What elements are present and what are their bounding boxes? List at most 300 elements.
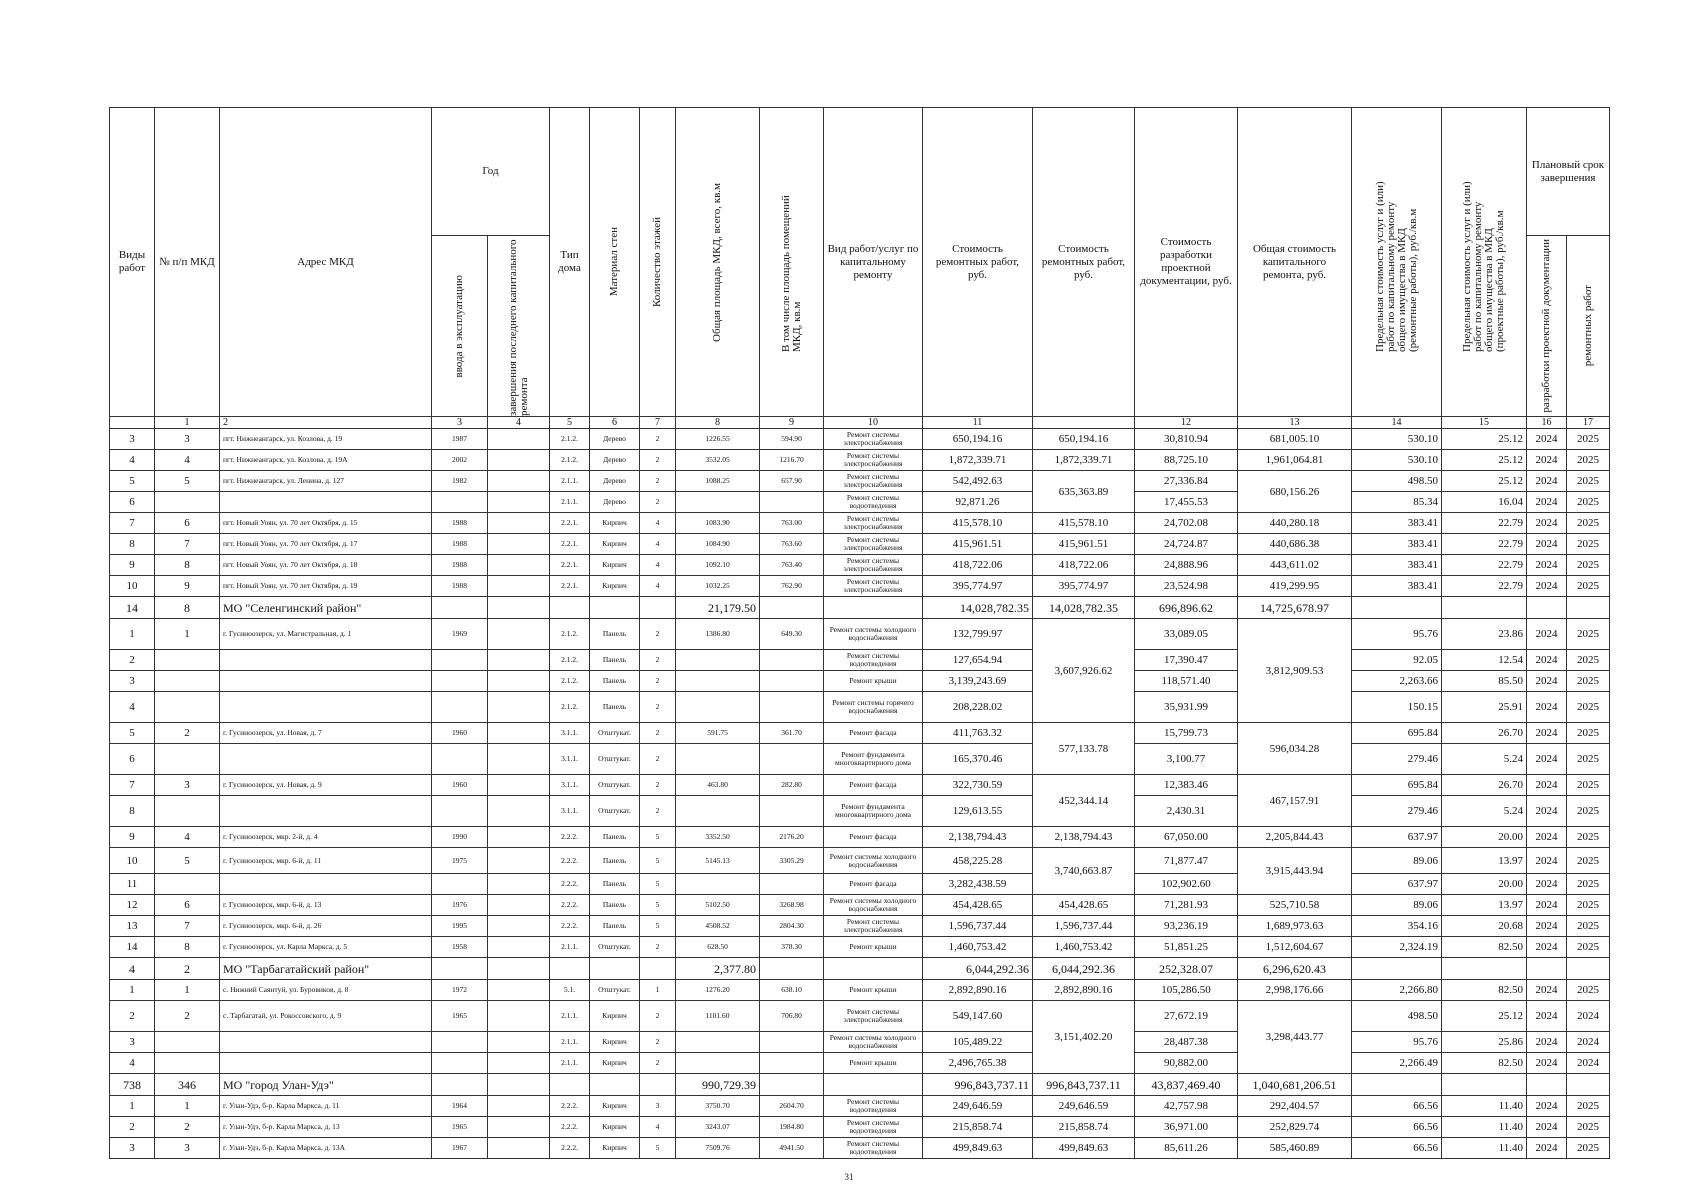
term-repair-cell: 2025 [1567,1096,1610,1117]
wall-material-cell: Дерево [590,492,640,513]
limit-repair-cell: 2,266.80 [1352,980,1442,1001]
repair-cost-2-cell: 215,858.74 [1033,1117,1135,1138]
floors-cell: 2 [640,775,676,796]
premises-area-cell: 1984.80 [760,1117,824,1138]
mkd-count-cell: 2 [155,958,220,980]
design-cost-cell: 2,430.31 [1135,796,1238,827]
mkd-number-cell [155,796,220,827]
empty-cell [432,1074,488,1096]
year-commissioning-cell [432,874,488,895]
mkd-number-cell: 1 [155,980,220,1001]
work-kind-cell: Ремонт системы электроснабжения [824,513,923,534]
col-header-address: Адрес МКД [220,108,432,417]
floors-cell: 3 [640,1096,676,1117]
table-body [110,429,1610,1159]
repair-cost-2-cell: 499,849.63 [1033,1138,1135,1159]
limit-design-cell: 20.00 [1442,827,1527,848]
year-last-repair-cell [488,874,550,895]
term-design-cell: 2024 [1527,937,1567,958]
col-header-term-repair: ремонтных работ [1567,236,1610,417]
work-number-cell: 10 [110,848,155,874]
work-number-cell: 1 [110,1096,155,1117]
year-commissioning-cell: 1972 [432,980,488,1001]
work-kind-cell: Ремонт системы электроснабжения [824,471,923,492]
design-cost-cell: 93,236.19 [1135,916,1238,937]
floors-cell: 5 [640,895,676,916]
term-design-cell: 2024 [1527,916,1567,937]
term-repair-cell: 2025 [1567,980,1610,1001]
total-cost-cell: 1,040,681,206.51 [1238,1074,1352,1096]
limit-design-cell: 20.68 [1442,916,1527,937]
floors-cell: 2 [640,692,676,723]
work-number-cell: 7 [110,775,155,796]
year-last-repair-cell [488,650,550,671]
year-last-repair-cell [488,671,550,692]
limit-repair-cell: 95.76 [1352,1032,1442,1053]
term-repair-cell: 2025 [1567,471,1610,492]
premises-area-cell [760,796,824,827]
limit-design-cell: 25.12 [1442,450,1527,471]
repair-cost-cell: 454,428.65 [923,895,1033,916]
term-repair-cell: 2024 [1567,1053,1610,1074]
empty-cell [1527,958,1567,980]
term-design-cell: 2024 [1527,848,1567,874]
year-last-repair-cell [488,1032,550,1053]
year-last-repair-cell [488,1117,550,1138]
page-number: 31 [844,1172,854,1182]
repair-cost-cell: 3,282,438.59 [923,874,1033,895]
mkd-number-cell: 7 [155,534,220,555]
repair-cost-cell: 499,849.63 [923,1138,1033,1159]
year-commissioning-cell: 1988 [432,513,488,534]
house-type-cell: 2.1.2. [550,692,590,723]
address-cell: пгт. Новый Уоян, ул. 70 лет Октября, д. 17 [220,534,432,555]
repair-cost-cell: 127,654.94 [923,650,1033,671]
design-cost-cell: 90,882.00 [1135,1053,1238,1074]
column-number: 14 [1352,417,1442,429]
work-number-cell: 4 [110,692,155,723]
premises-area-cell: 3268.98 [760,895,824,916]
total-area-cell [676,1032,760,1053]
empty-cell [590,597,640,619]
year-commissioning-cell [432,492,488,513]
total-cost-cell: 585,460.89 [1238,1138,1352,1159]
limit-design-cell: 26.70 [1442,723,1527,744]
table-row [110,874,1610,895]
repair-cost-2-cell: 996,843,737.11 [1033,1074,1135,1096]
address-cell: г. Улан-Удэ, б-р. Карла Маркса, д. 13А [220,1138,432,1159]
repair-cost-2-cell: 395,774.97 [1033,576,1135,597]
total-cost-cell: 681,005.10 [1238,429,1352,450]
total-area-cell: 3532.05 [676,450,760,471]
column-number: 16 [1527,417,1567,429]
wall-material-cell: Панель [590,692,640,723]
year-last-repair-cell [488,1138,550,1159]
floors-cell: 2 [640,450,676,471]
repair-cost-2-cell: 577,133.78 [1033,723,1135,775]
col-header-floors: Количество этажей [640,108,676,417]
mkd-number-cell: 4 [155,450,220,471]
house-type-cell: 2.1.1. [550,1001,590,1032]
repair-cost-cell: 2,138,794.43 [923,827,1033,848]
address-cell: с. Нижний Саянтуй, ул. Буровиков, д. 8 [220,980,432,1001]
house-type-cell: 2.2.2. [550,1138,590,1159]
address-cell: г. Гусиноозерск, мкр. 6-й, д. 26 [220,916,432,937]
mkd-number-cell [155,874,220,895]
wall-material-cell: Кирпич [590,1053,640,1074]
capital-repair-table [109,107,1610,1159]
house-type-cell: 3.1.1. [550,775,590,796]
address-cell [220,650,432,671]
design-cost-cell: 24,888.96 [1135,555,1238,576]
term-repair-cell: 2025 [1567,744,1610,775]
empty-cell [824,1074,923,1096]
limit-repair-cell: 279.46 [1352,796,1442,827]
address-cell: г. Гусиноозерск, мкр. 2-й, д. 4 [220,827,432,848]
work-number-cell: 3 [110,1032,155,1053]
address-cell [220,492,432,513]
total-cost-cell: 680,156.26 [1238,471,1352,513]
year-commissioning-cell [432,1032,488,1053]
work-kind-cell: Ремонт системы водоотведения [824,492,923,513]
mkd-count-cell: 8 [155,597,220,619]
design-cost-cell: 30,810.94 [1135,429,1238,450]
total-area-cell: 1032.25 [676,576,760,597]
total-area-cell: 4508.52 [676,916,760,937]
term-design-cell: 2024 [1527,1001,1567,1032]
work-number-cell: 4 [110,450,155,471]
address-cell: с. Тарбагатай, ул. Рокоссовского, д. 9 [220,1001,432,1032]
work-kind-cell: Ремонт системы электроснабжения [824,576,923,597]
table-row [110,1001,1610,1032]
limit-design-cell: 13.97 [1442,848,1527,874]
mkd-number-cell: 9 [155,576,220,597]
premises-area-cell: 361.70 [760,723,824,744]
total-area-cell: 1226.55 [676,429,760,450]
empty-cell [1527,1074,1567,1096]
house-type-cell: 2.1.1. [550,492,590,513]
repair-cost-cell: 105,489.22 [923,1032,1033,1053]
repair-cost-2-cell: 14,028,782.35 [1033,597,1135,619]
column-number: 15 [1442,417,1527,429]
col-header-mkd-number: № п/п МКД [155,108,220,417]
limit-design-cell: 25.12 [1442,429,1527,450]
work-kind-cell: Ремонт системы горячего водоснабжения [824,692,923,723]
work-number-cell: 9 [110,827,155,848]
address-cell [220,744,432,775]
limit-design-cell: 5.24 [1442,796,1527,827]
design-cost-cell: 102,902.60 [1135,874,1238,895]
term-repair-cell: 2025 [1567,513,1610,534]
table-row [110,1053,1610,1074]
wall-material-cell: Кирпич [590,1117,640,1138]
work-kind-cell: Ремонт системы электроснабжения [824,916,923,937]
total-area-cell: 3243.07 [676,1117,760,1138]
house-type-cell: 3.1.1. [550,796,590,827]
table-row [110,796,1610,827]
limit-repair-cell: 695.84 [1352,775,1442,796]
premises-area-cell: 3305.29 [760,848,824,874]
design-cost-cell: 71,281.93 [1135,895,1238,916]
total-area-cell [676,492,760,513]
floors-cell: 2 [640,796,676,827]
work-kind-cell: Ремонт крыши [824,980,923,1001]
total-cost-cell: 440,280.18 [1238,513,1352,534]
floors-cell: 4 [640,534,676,555]
work-kind-cell: Ремонт фасада [824,775,923,796]
total-area-cell [676,1053,760,1074]
repair-cost-cell: 996,843,737.11 [923,1074,1033,1096]
table-row [110,576,1610,597]
work-number-cell: 4 [110,1053,155,1074]
work-kind-cell: Ремонт крыши [824,671,923,692]
table-row [110,471,1610,492]
repair-cost-cell: 650,194.16 [923,429,1033,450]
limit-design-cell: 85.50 [1442,671,1527,692]
design-cost-cell: 23,524.98 [1135,576,1238,597]
work-kind-cell: Ремонт фундамента многоквартирного дома [824,796,923,827]
design-cost-cell: 252,328.07 [1135,958,1238,980]
year-last-repair-cell [488,895,550,916]
limit-repair-cell: 279.46 [1352,744,1442,775]
table-row [110,848,1610,874]
total-cost-cell: 440,686.38 [1238,534,1352,555]
table-row [110,895,1610,916]
term-design-cell: 2024 [1527,471,1567,492]
repair-cost-2-cell: 635,363.89 [1033,471,1135,513]
house-type-cell: 5.1. [550,980,590,1001]
column-number: 12 [1135,417,1238,429]
year-last-repair-cell [488,723,550,744]
empty-cell [760,1074,824,1096]
premises-area-cell: 657.90 [760,471,824,492]
total-area-cell: 1083.90 [676,513,760,534]
address-cell: г. Гусиноозерск, ул. Новая, д. 9 [220,775,432,796]
repair-cost-cell: 215,858.74 [923,1117,1033,1138]
term-repair-cell: 2025 [1567,848,1610,874]
mkd-number-cell: 5 [155,848,220,874]
year-last-repair-cell [488,692,550,723]
limit-repair-cell: 2,263.66 [1352,671,1442,692]
work-count-cell: 14 [110,597,155,619]
col-header-wall-material: Материал стен [590,108,640,417]
work-number-cell: 5 [110,723,155,744]
limit-repair-cell: 498.50 [1352,471,1442,492]
premises-area-cell [760,1053,824,1074]
column-number: 6 [590,417,640,429]
column-numbers-row [110,417,1610,429]
wall-material-cell: Панель [590,671,640,692]
empty-cell [488,1074,550,1096]
repair-cost-2-cell: 2,138,794.43 [1033,827,1135,848]
empty-cell [640,597,676,619]
term-design-cell: 2024 [1527,874,1567,895]
year-commissioning-cell [432,650,488,671]
wall-material-cell: Отштукат. [590,796,640,827]
term-repair-cell: 2025 [1567,827,1610,848]
work-number-cell: 12 [110,895,155,916]
mkd-number-cell: 1 [155,619,220,650]
empty-cell [1352,958,1442,980]
work-kind-cell: Ремонт системы холодного водоснабжения [824,619,923,650]
house-type-cell: 2.2.1. [550,576,590,597]
table-row [110,650,1610,671]
empty-cell [550,958,590,980]
wall-material-cell: Панель [590,827,640,848]
empty-cell [760,958,824,980]
total-area-cell [676,744,760,775]
empty-cell [1352,1074,1442,1096]
empty-cell [640,1074,676,1096]
premises-area-cell [760,1032,824,1053]
wall-material-cell: Панель [590,916,640,937]
empty-cell [1567,597,1610,619]
repair-cost-cell: 14,028,782.35 [923,597,1033,619]
wall-material-cell: Отштукат. [590,980,640,1001]
wall-material-cell: Панель [590,895,640,916]
term-repair-cell: 2025 [1567,492,1610,513]
term-design-cell: 2024 [1527,796,1567,827]
col-header-total-cost: Общая стоимость капитального ремонта, руб. [1238,108,1352,417]
total-area-cell: 1084.90 [676,534,760,555]
house-type-cell: 2.1.1. [550,1032,590,1053]
wall-material-cell: Кирпич [590,1138,640,1159]
year-last-repair-cell [488,534,550,555]
empty-cell [640,958,676,980]
total-cost-cell: 467,157.91 [1238,775,1352,827]
house-type-cell: 2.2.2. [550,1096,590,1117]
limit-repair-cell: 2,266.49 [1352,1053,1442,1074]
total-cost-cell: 1,689,973.63 [1238,916,1352,937]
term-repair-cell: 2025 [1567,534,1610,555]
total-cost-cell: 2,205,844.43 [1238,827,1352,848]
municipality-total-row [110,958,1610,980]
repair-cost-cell: 322,730.59 [923,775,1033,796]
limit-repair-cell: 2,324.19 [1352,937,1442,958]
wall-material-cell: Дерево [590,450,640,471]
repair-cost-cell: 2,496,765.38 [923,1053,1033,1074]
column-number: 13 [1238,417,1352,429]
wall-material-cell: Панель [590,650,640,671]
floors-cell: 4 [640,513,676,534]
work-kind-cell: Ремонт крыши [824,1053,923,1074]
term-repair-cell: 2025 [1567,555,1610,576]
column-number: 4 [488,417,550,429]
limit-repair-cell: 530.10 [1352,429,1442,450]
year-commissioning-cell: 1965 [432,1001,488,1032]
repair-cost-cell: 129,613.55 [923,796,1033,827]
table-header [110,108,1610,429]
total-cost-cell: 3,915,443.94 [1238,848,1352,895]
limit-design-cell: 11.40 [1442,1138,1527,1159]
table-row [110,492,1610,513]
design-cost-cell: 17,455.53 [1135,492,1238,513]
term-design-cell: 2024 [1527,534,1567,555]
year-last-repair-cell [488,744,550,775]
total-cost-cell: 252,829.74 [1238,1117,1352,1138]
repair-cost-cell: 1,596,737.44 [923,916,1033,937]
empty-cell [1527,597,1567,619]
address-cell: пгт. Новый Уоян, ул. 70 лет Октября, д. 15 [220,513,432,534]
repair-cost-cell: 395,774.97 [923,576,1033,597]
work-kind-cell: Ремонт системы водоотведения [824,1096,923,1117]
table-row [110,937,1610,958]
table-row [110,827,1610,848]
total-cost-cell: 14,725,678.97 [1238,597,1352,619]
empty-cell [590,958,640,980]
limit-design-cell: 26.70 [1442,775,1527,796]
premises-area-cell: 762.90 [760,576,824,597]
wall-material-cell: Панель [590,619,640,650]
year-last-repair-cell [488,513,550,534]
address-cell [220,1032,432,1053]
floors-cell: 2 [640,1001,676,1032]
work-kind-cell: Ремонт системы холодного водоснабжения [824,895,923,916]
limit-repair-cell: 637.97 [1352,827,1442,848]
col-header-term-design: разработки проектной документации [1527,236,1567,417]
repair-cost-cell: 415,961.51 [923,534,1033,555]
work-kind-cell: Ремонт системы водоотведения [824,1138,923,1159]
total-area-cell: 1101.60 [676,1001,760,1032]
empty-cell [760,597,824,619]
term-repair-cell: 2025 [1567,619,1610,650]
limit-repair-cell: 637.97 [1352,874,1442,895]
table-row [110,744,1610,775]
total-cost-cell: 3,298,443.77 [1238,1001,1352,1074]
house-type-cell: 2.2.1. [550,534,590,555]
repair-cost-cell: 132,799.97 [923,619,1033,650]
term-design-cell: 2024 [1527,1053,1567,1074]
repair-cost-cell: 1,460,753.42 [923,937,1033,958]
mkd-number-cell: 2 [155,1117,220,1138]
work-number-cell: 2 [110,1117,155,1138]
term-design-cell: 2024 [1527,619,1567,650]
work-number-cell: 7 [110,513,155,534]
work-number-cell: 14 [110,937,155,958]
mkd-number-cell: 3 [155,429,220,450]
design-cost-cell: 42,757.98 [1135,1096,1238,1117]
total-area-cell: 3352.50 [676,827,760,848]
municipality-total-row [110,597,1610,619]
floors-cell: 5 [640,848,676,874]
design-cost-cell: 33,089.05 [1135,619,1238,650]
term-repair-cell: 2025 [1567,723,1610,744]
table-row [110,429,1610,450]
total-cost-cell: 443,611.02 [1238,555,1352,576]
floors-cell: 2 [640,937,676,958]
col-header-work-kind: Вид работ/услуг по капитальному ремонту [824,108,923,417]
mkd-count-cell: 346 [155,1074,220,1096]
limit-design-cell: 82.50 [1442,1053,1527,1074]
address-cell: пгт. Нижнеангарск, ул. Ленина, д. 127 [220,471,432,492]
house-type-cell: 2.2.2. [550,827,590,848]
work-kind-cell: Ремонт системы холодного водоснабжения [824,1032,923,1053]
address-cell: г. Улан-Удэ, б-р. Карла Маркса, д. 11 [220,1096,432,1117]
repair-cost-2-cell: 249,646.59 [1033,1096,1135,1117]
repair-cost-2-cell: 415,961.51 [1033,534,1135,555]
repair-cost-2-cell: 3,151,402.20 [1033,1001,1135,1074]
limit-repair-cell: 383.41 [1352,513,1442,534]
year-commissioning-cell: 1987 [432,429,488,450]
year-last-repair-cell [488,555,550,576]
floors-cell: 5 [640,1138,676,1159]
limit-repair-cell: 498.50 [1352,1001,1442,1032]
work-number-cell: 6 [110,744,155,775]
wall-material-cell: Кирпич [590,576,640,597]
floors-cell: 4 [640,1117,676,1138]
empty-cell [590,1074,640,1096]
design-cost-cell: 696,896.62 [1135,597,1238,619]
